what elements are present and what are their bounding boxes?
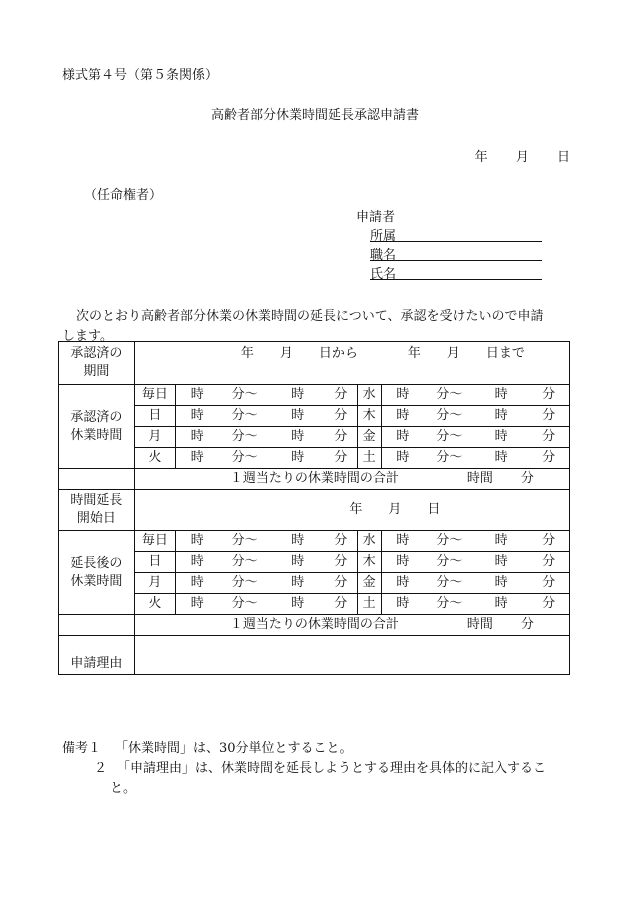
- extended-hours-row[interactable]: 延長後の 休業時間 毎日 時 分～ 時 分 水 時 分～ 時 分: [59, 531, 570, 552]
- extended-hours-label: 延長後の 休業時間: [59, 531, 135, 615]
- extended-hours-row[interactable]: 月 時 分～ 時 分 金 時 分～ 時 分: [59, 573, 570, 594]
- intro-line-1: 次のとおり高齢者部分休業の休業時間の延長について、承認を受けたいので申請: [76, 309, 544, 324]
- weekly-total-extended[interactable]: １週当たりの休業時間の合計 時間 分: [134, 615, 569, 636]
- extended-hours-row[interactable]: 火 時 分～ 時 分 土 時 分～ 時 分: [59, 594, 570, 615]
- date-day: 日: [556, 150, 570, 165]
- name-field[interactable]: [370, 263, 542, 280]
- form-number: 様式第４号（第５条関係）: [62, 68, 219, 83]
- approved-hours-row[interactable]: 日 時 分～ 時 分 木 時 分～ 時 分: [59, 406, 570, 427]
- approved-period-row: [59, 342, 570, 385]
- date-line: [451, 146, 570, 165]
- approved-period-label: 承認済の 期間: [59, 342, 135, 385]
- extension-start-field[interactable]: 年 月 日: [134, 490, 569, 531]
- note-2-continued: と。: [110, 781, 137, 796]
- weekly-total-row[interactable]: [59, 615, 570, 636]
- job-title-label: 職名: [370, 248, 397, 263]
- approved-hours-row[interactable]: 月 時 分～ 時 分 金 時 分～ 時 分: [59, 427, 570, 448]
- applicant-label: 申請者: [356, 210, 396, 225]
- note-2: ２ 「申請理由」は、休業時間を延長しようとする理由を具体的に記入するこ: [94, 761, 547, 776]
- intro-line-2: します。: [62, 329, 113, 344]
- document-title: 高齢者部分休業時間延長承認申請書: [210, 108, 419, 123]
- extension-start-label: 時間延長 開始日: [59, 490, 135, 531]
- weekly-total-approved[interactable]: １週当たりの休業時間の合計 時間 分: [134, 469, 569, 490]
- affiliation-label: 所属: [370, 229, 397, 244]
- approved-period-field[interactable]: 年 月 日から 年 月 日まで: [134, 342, 569, 385]
- note-1: 備考１ 「休業時間」は、30分単位とすること。: [62, 741, 353, 756]
- extended-hours-row[interactable]: 日 時 分～ 時 分 木 時 分～ 時 分: [59, 552, 570, 573]
- approved-hours-label: 承認済の 休業時間: [59, 385, 135, 469]
- approved-hours-row[interactable]: 承認済の 休業時間 毎日 時 分～ 時 分 水 時 分～ 時 分: [59, 385, 570, 406]
- reason-field[interactable]: [134, 636, 569, 675]
- approved-hours-row[interactable]: 火 時 分～ 時 分 土 時 分～ 時 分: [59, 448, 570, 469]
- affiliation-field[interactable]: [370, 225, 542, 242]
- reason-label: 申請理由: [59, 636, 135, 675]
- job-title-field[interactable]: [370, 244, 542, 261]
- date-year: 年: [474, 150, 488, 165]
- reason-row: [59, 636, 570, 675]
- appointer-label: （任命権者）: [84, 188, 163, 203]
- application-table: [58, 341, 570, 675]
- name-label: 氏名: [370, 267, 397, 282]
- extension-start-row: [59, 490, 570, 531]
- weekly-total-row[interactable]: [59, 469, 570, 490]
- date-month: 月: [515, 150, 529, 165]
